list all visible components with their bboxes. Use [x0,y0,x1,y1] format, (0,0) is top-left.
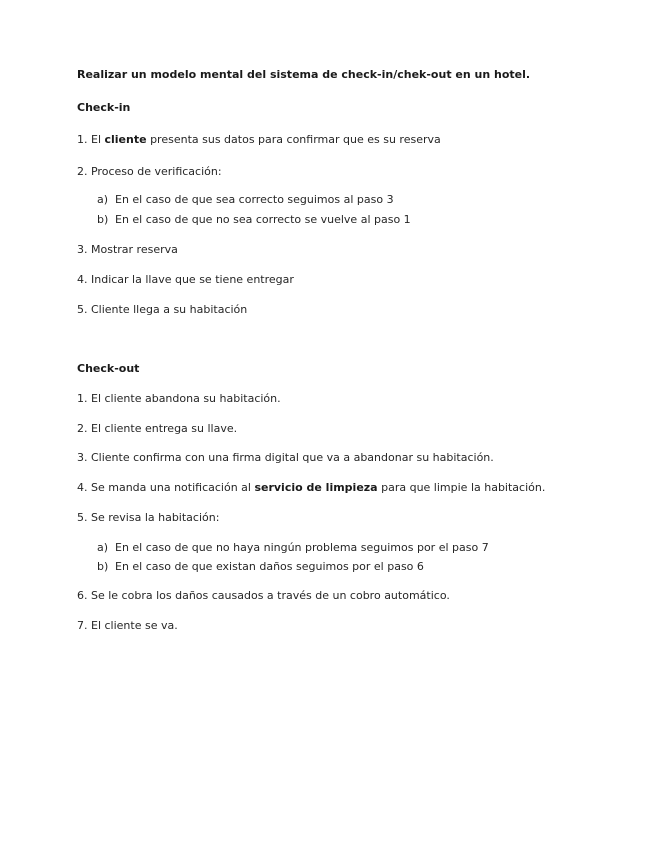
checkin-step-2-sub-a [97,193,394,207]
checkin-heading: Check-in [77,101,131,114]
sub-text: En el caso de que existan daños seguimos por el paso 6 [115,560,424,573]
checkout-step-6: 6. Se le cobra los daños causados a través de un cobro automático. [77,589,450,602]
checkout-step-5-sub-b [97,560,424,574]
checkin-step-3: 3. Mostrar reserva [77,243,178,256]
checkout-step-7: 7. El cliente se va. [77,619,178,632]
checkout-step-4 [77,481,545,495]
sub-letter: b) [97,213,109,226]
checkout-heading: Check-out [77,362,140,375]
sub-letter: b) [97,560,109,573]
document-title: Realizar un modelo mental del sistema de check-in/chek-out en un hotel. [77,68,531,81]
checkout-step-4-prefix: 4. Se manda una notificación al [77,481,255,494]
checkout-step-3: 3. Cliente confirma con una firma digital que va a abandonar su habitación. [77,451,494,464]
checkout-step-2: 2. El cliente entrega su llave. [77,422,238,435]
checkin-step-1-suffix: presenta sus datos para confirmar que es su reserva [146,133,441,146]
checkout-step-4-suffix: para que limpie la habitación. [377,481,546,494]
sub-letter: a) [97,541,109,554]
sub-text: En el caso de que no sea correcto se vuelve al paso 1 [115,213,411,226]
checkout-step-1: 1. El cliente abandona su habitación. [77,392,281,405]
checkin-step-1 [77,133,441,147]
checkout-step-5-sub-a [97,541,489,555]
checkin-step-1-bold: cliente [104,133,147,146]
checkin-step-2-sub-b [97,213,411,227]
checkin-step-5: 5. Cliente llega a su habitación [77,303,248,316]
checkout-step-4-bold: servicio de limpieza [254,481,378,494]
checkout-step-5: 5. Se revisa la habitación: [77,511,220,524]
sub-text: En el caso de que sea correcto seguimos al paso 3 [115,193,394,206]
sub-letter: a) [97,193,109,206]
checkin-step-4: 4. Indicar la llave que se tiene entregar [77,273,294,286]
checkin-step-2: 2. Proceso de verificación: [77,165,222,178]
checkin-step-1-prefix: 1. El [77,133,105,146]
sub-text: En el caso de que no haya ningún problema seguimos por el paso 7 [115,541,489,554]
